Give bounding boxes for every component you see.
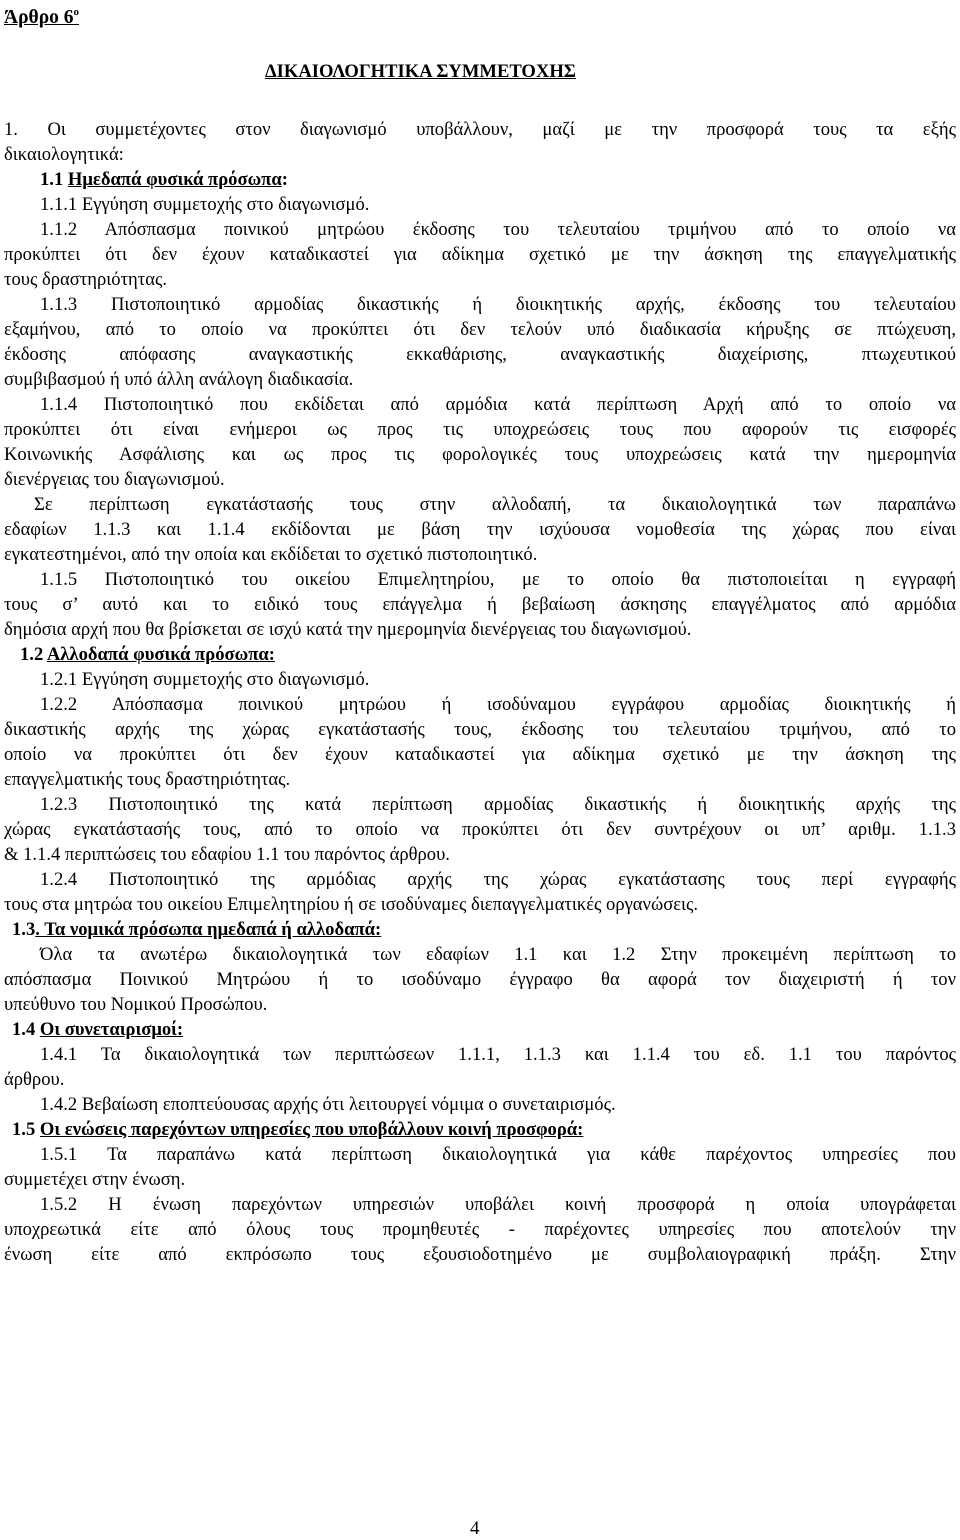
para-line: απόσπασμα Ποινικού Μητρώου ή το ισοδύναμο έγγραφο θα αφορά τον διαχειριστή ή τον [4, 969, 956, 990]
para-line: 1.2.4 Πιστοποιητικό της αρμόδιας αρχής της χώρας εγκατάστασης τους περί εγγραφής [40, 869, 956, 890]
para-line: ένωση είτε από εκπρόσωπο τους εξουσιοδοτημένο με συμβολαιογραφική πράξη. Στην [4, 1244, 956, 1265]
para-line: 1.1.2 Απόσπασμα ποινικού μητρώου έκδοσης του τελευταίου τριμήνου από το οποίο να [40, 219, 956, 240]
subsection-1-4-heading: 1.4 Οι συνεταιρισμοί: [12, 1019, 184, 1040]
para-line: εξαμήνου, από το οποίο να προκύπτει ότι δεν τελούν υπό διαδικασία κήρυξης σε πτώχευση, [4, 319, 956, 340]
para-line: 1.5.1 Τα παραπάνω κατά περίπτωση δικαιολογητικά για κάθε παρέχοντος υπηρεσίες που [40, 1144, 956, 1165]
para-line: προκύπτει ότι δεν έχουν καταδικαστεί για αδίκημα σχετικό με την άσκηση της επαγγελματικής [4, 244, 956, 265]
para-line: 1.4.2 Βεβαίωση εποπτεύουσας αρχής ότι λειτουργεί νόμιμα ο συνεταιρισμός. [40, 1094, 616, 1115]
para-line: δικαστικής αρχής της χώρας εγκατάστασής τους, έκδοσης του τελευταίου τριμήνου, από το [4, 719, 956, 740]
section-heading: ΔΙΚΑΙΟΛΟΓΗΤΙΚΑ ΣΥΜΜΕΤΟΧΗΣ [265, 61, 576, 82]
para-line: Όλα τα ανωτέρω δικαιολογητικά των εδαφίων 1.1 και 1.2 Στην προκειμένη περίπτωση το [40, 944, 956, 965]
para-line: 1.5.2 Η ένωση παρεχόντων υπηρεσιών υποβάλει κοινή προσφορά η οποία υπογράφεται [40, 1194, 956, 1215]
para-line: 1.2.1 Εγγύηση συμμετοχής στο διαγωνισμό. [40, 669, 370, 690]
subsection-1-5-heading: 1.5 Οι ενώσεις παρεχόντων υπηρεσίες που υποβάλλουν κοινή προσφορά: [12, 1119, 584, 1140]
para-line: 1. Οι συμμετέχοντες στον διαγωνισμό υποβάλλουν, μαζί με την προσφορά τους τα εξής [4, 119, 956, 140]
para-line: 1.1.1 Εγγύηση συμμετοχής στο διαγωνισμό. [40, 194, 370, 215]
para-line: εδαφίων 1.1.3 και 1.1.4 εκδίδονται με βάση την ισχύουσα νομοθεσία της χώρας που είναι [4, 519, 956, 540]
para-line: 1.1.3 Πιστοποιητικό αρμοδίας δικαστικής ή διοικητικής αρχής, έκδοσης του τελευταίου [40, 294, 956, 315]
article-title: Άρθρο $6^o$ [4, 6, 80, 28]
para-line: επαγγελματικής τους δραστηριότητας. [4, 769, 291, 790]
para-line: εγκατεστημένοι, από την οποία και εκδίδεται το σχετικό πιστοποιητικό. [4, 544, 538, 565]
para-line: υπεύθυνο του Νομικού Προσώπου. [4, 994, 268, 1015]
para-line: τους σ’ αυτό και το ειδικό τους επάγγελμα ή βεβαίωση άσκησης επαγγέλματος από αρμόδια [4, 594, 956, 615]
para-line: οποίο να προκύπτει ότι δεν έχουν καταδικαστεί για αδίκημα σχετικό με την άσκηση της [4, 744, 956, 765]
para-line: δικαιολογητικά: [4, 144, 124, 165]
subsection-1-2-heading: 1.2 Αλλοδαπά φυσικά πρόσωπα: [20, 644, 275, 665]
para-line: άρθρου. [4, 1069, 65, 1090]
para-line: Κοινωνικής Ασφάλισης και ως προς τις φορολογικές τους υποχρεώσεις κατά την ημερομηνία [4, 444, 956, 465]
para-line: συμβιβασμού ή υπό άλλη ανάλογη διαδικασία. [4, 369, 354, 390]
para-line: προκύπτει ότι είναι ενήμεροι ως προς τις υποχρεώσεις τους που αφορούν τις εισφορές [4, 419, 956, 440]
para-line: & 1.1.4 περιπτώσεις του εδαφίου 1.1 του παρόντος άρθρου. [4, 844, 450, 865]
para-line: 1.4.1 Τα δικαιολογητικά των περιπτώσεων 1.1.1, 1.1.3 και 1.1.4 του εδ. 1.1 του παρόντος [40, 1044, 956, 1065]
para-line: συμμετέχει στην ένωση. [4, 1169, 186, 1190]
para-line: 1.2.3 Πιστοποιητικό της κατά περίπτωση αρμοδίας δικαστικής ή διοικητικής αρχής της [40, 794, 956, 815]
para-line: τους στα μητρώα του οικείου Επιμελητηρίου ή σε ισοδύναμες διεπαγγελματικές οργανώσεις. [4, 894, 699, 915]
subsection-1-1-heading: 1.1 Ημεδαπά φυσικά πρόσωπα: [40, 169, 288, 190]
para-line: διενέργειας του διαγωνισμού. [4, 469, 225, 490]
para-line: υποχρεωτικά είτε από όλους τους προμηθευτές - παρέχοντες υπηρεσίες που αποτελούν την [4, 1219, 956, 1240]
para-line: Σε περίπτωση εγκατάστασής τους στην αλλοδαπή, τα δικαιολογητικά των παραπάνω [34, 494, 956, 515]
para-line: 1.1.5 Πιστοποιητικό του οικείου Επιμελητηρίου, με το οποίο θα πιστοποιείται η εγγραφή [40, 569, 956, 590]
para-line: δημόσια αρχή που θα βρίσκεται σε ισχύ κατά την ημερομηνία διενέργειας του διαγωνισμού. [4, 619, 692, 640]
subsection-1-3-heading: 1.3. Τα νομικά πρόσωπα ημεδαπά ή αλλοδαπά: [12, 919, 382, 940]
para-line: 1.1.4 Πιστοποιητικό που εκδίδεται από αρμόδια κατά περίπτωση Αρχή από το οποίο να [40, 394, 956, 415]
para-line: έκδοσης απόφασης αναγκαστικής εκκαθάρισης, αναγκαστικής διαχείρισης, πτωχευτικού [4, 344, 956, 365]
para-line: χώρας εγκατάστασής τους, από το οποίο να προκύπτει ότι δεν συντρέχουν οι υπ’ αριθμ. 1.1.3 [4, 819, 956, 840]
para-line: τους δραστηριότητας. [4, 269, 167, 290]
para-line: 1.2.2 Απόσπασμα ποινικού μητρώου ή ισοδύναμου εγγράφου αρμοδίας διοικητικής ή [40, 694, 956, 715]
page-number: 4 [470, 1518, 480, 1539]
